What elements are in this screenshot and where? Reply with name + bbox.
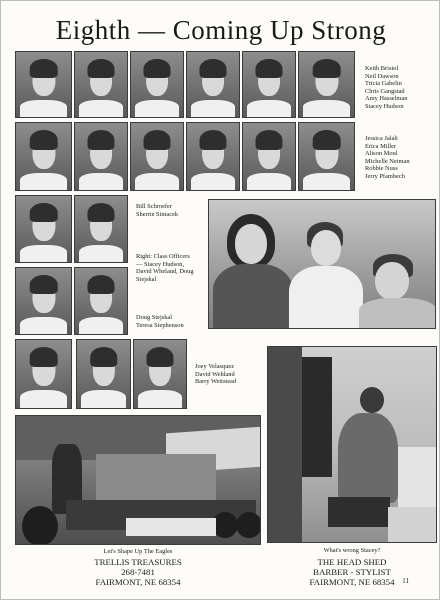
ad-phone: 268-7481 — [121, 566, 155, 577]
ad-trellis-treasures — [15, 558, 261, 587]
student-name: Jerry Pfambech — [365, 172, 405, 180]
student-name: Keith Bristol — [365, 65, 399, 72]
ad-address: FAIRMONT, NE 68354 — [95, 576, 181, 587]
hallway-photo — [267, 346, 437, 543]
portrait-photo — [130, 122, 184, 191]
portrait-photo — [74, 267, 128, 335]
student-name: Michelle Neiman — [365, 157, 410, 165]
student-name: Tricia Gabelin — [365, 80, 402, 88]
page-number: 11 — [402, 577, 409, 585]
student-name: Chris Gangstad — [365, 87, 405, 95]
student-name: Sherrie Simacek — [136, 210, 179, 218]
ad-business-name: THE HEAD SHED — [317, 557, 387, 567]
portrait-photo — [298, 122, 355, 191]
student-name: Bill Schroefer — [136, 203, 173, 210]
portrait-photo — [15, 122, 72, 191]
portrait-photo — [76, 339, 131, 409]
student-name: Barry Wettstead — [195, 378, 237, 386]
ad-tagline: BARBER - STYLIST — [313, 566, 391, 577]
portrait-photo — [74, 195, 128, 263]
student-name: Stacey Hudson — [365, 102, 404, 110]
names-row-1 — [365, 65, 407, 111]
portrait-photo — [74, 122, 128, 191]
student-name: David Wehland — [195, 370, 235, 378]
float-photo — [15, 415, 261, 545]
portrait-photo — [15, 51, 72, 118]
portrait-photo — [242, 122, 296, 191]
portrait-photo — [186, 122, 240, 191]
student-name: Joey Velasquez — [195, 363, 235, 370]
names-row-2 — [365, 135, 410, 181]
portrait-photo — [242, 51, 296, 118]
student-name: Alison Moul — [365, 150, 398, 158]
student-name: Robbie Nuss — [365, 165, 398, 173]
portrait-photo — [15, 339, 72, 409]
portrait-photo — [74, 51, 128, 118]
float-photo-caption: Let's Shape Up The Eagles — [103, 548, 173, 555]
portrait-photo — [133, 339, 187, 409]
portrait-photo — [298, 51, 355, 118]
hallway-photo-caption: What's wrong Stacey? — [323, 547, 381, 554]
portrait-photo — [15, 267, 72, 335]
class-officers-photo — [208, 199, 436, 329]
student-name: Erica Miller — [365, 142, 397, 150]
ad-address: FAIRMONT, NE 68354 — [309, 576, 395, 587]
portrait-photo — [15, 195, 72, 263]
class-officers-caption: Right: Class Officers — Stacey Hudson, David Wheland, Doug Stejskal — [136, 253, 194, 283]
student-name: Neil Dawson — [365, 72, 399, 80]
student-name: Doug Stejskal — [136, 314, 173, 321]
names-row-4 — [136, 314, 184, 329]
names-row-3 — [136, 203, 178, 218]
ad-business-name: TRELLIS TREASURES — [94, 557, 182, 567]
page-title: Eighth — Coming Up Strong — [55, 15, 387, 45]
student-name: Amy Hasselman — [365, 95, 408, 103]
names-row-5 — [195, 363, 236, 386]
student-name: Jessica Jalali — [365, 135, 398, 142]
portrait-photo — [186, 51, 240, 118]
student-name: Teresa Stephenson — [136, 321, 184, 329]
ad-head-shed — [267, 558, 437, 587]
portrait-photo — [130, 51, 184, 118]
